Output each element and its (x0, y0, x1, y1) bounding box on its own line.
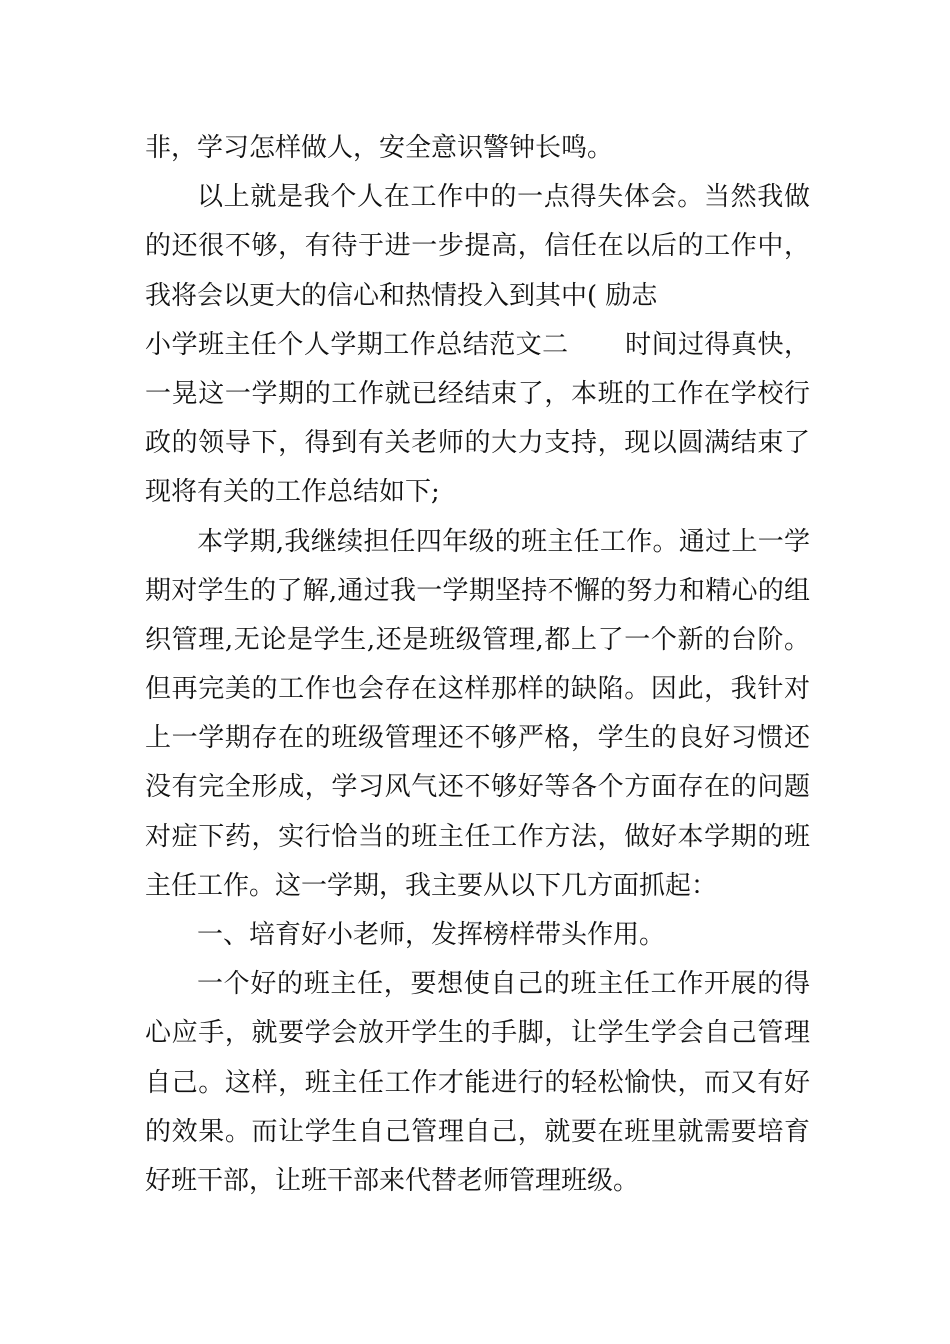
text-line: 政的领导下，得到有关老师的大力支持，现以圆满结束了 (145, 428, 810, 459)
text-line: 好班干部，让班干部来代替老师管理班级。 (145, 1165, 640, 1196)
document-body (145, 124, 810, 1206)
text-span: 时间过得真快， (624, 329, 810, 360)
text-line: 我将会以更大的信心和热情投入到其中( 励志 (145, 280, 658, 311)
text-line: 织管理,无论是学生,还是班级管理,都上了一个新的台阶。 (145, 624, 810, 655)
text-line-with-heading (145, 321, 810, 370)
text-line: 的还很不够，有待于进一步提高，信任在以后的工作中， (145, 231, 810, 262)
section-heading: 小学班主任个人学期工作总结范文二 (145, 329, 569, 360)
text-line: 自己。这样，班主任工作才能进行的轻松愉快，而又有好 (145, 1067, 810, 1098)
text-line: 上一学期存在的班级管理还不够严格，学生的良好习惯还 (145, 723, 810, 754)
text-line: 的效果。而让学生自己管理自己，就要在班里就需要培育 (145, 1116, 810, 1147)
text-line: 现将有关的工作总结如下; (145, 477, 440, 508)
text-line: 非，学习怎样做人，安全意识警钟长鸣。 (145, 133, 614, 163)
text-line: 期对学生的了解,通过我一学期坚持不懈的努力和精心的组 (145, 575, 810, 606)
text-line: 一晃这一学期的工作就已经结束了，本班的工作在学校行 (145, 378, 810, 409)
text-line: 一个好的班主任，要想使自己的班主任工作开展的得 (197, 969, 810, 1000)
text-line: 对症下药，实行恰当的班主任工作方法，做好本学期的班 (145, 821, 810, 852)
text-line: 本学期,我继续担任四年级的班主任工作。通过上一学 (197, 526, 810, 557)
subsection-heading: 一、培育好小老师，发挥榜样带头作用。 (197, 920, 666, 950)
text-line: 没有完全形成，学习风气还不够好等各个方面存在的问题 (145, 772, 810, 803)
text-line: 但再完美的工作也会存在这样那样的缺陷。因此，我针对 (145, 674, 810, 705)
text-line: 主任工作。这一学期，我主要从以下几方面抓起： (145, 870, 718, 901)
text-line: 以上就是我个人在工作中的一点得失体会。当然我做 (197, 182, 810, 213)
text-line: 心应手，就要学会放开学生的手脚，让学生学会自己管理 (145, 1018, 810, 1049)
